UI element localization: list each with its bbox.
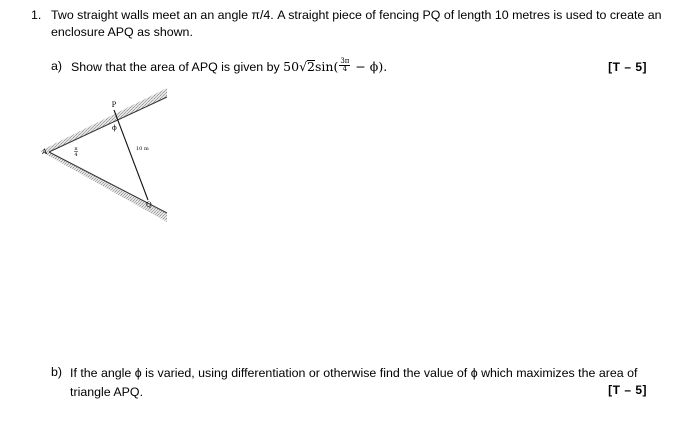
part-a-statement — [71, 59, 387, 75]
sqrt-argument: 2 — [307, 59, 315, 74]
fraction-denominator: 4 — [342, 65, 348, 73]
lower-wall — [40, 151, 167, 222]
formula-function: sin( — [314, 59, 339, 74]
label-q: Q — [146, 201, 152, 209]
label-phi: ϕ — [112, 124, 117, 132]
fence-pq — [114, 110, 148, 200]
question-text-line-1: Two straight walls meet an an angle π/4. A straight piece of fencing PQ of length 10 metres is used to create an — [51, 8, 662, 22]
label-p: P — [111, 101, 117, 109]
area-formula — [283, 59, 387, 75]
label-angle-numerator: π — [74, 146, 78, 152]
fraction-numerator: 3π — [340, 57, 350, 65]
part-a-label: a) — [51, 59, 63, 73]
formula-fraction — [339, 58, 350, 73]
part-b-text-line-2: triangle APQ. — [70, 385, 144, 399]
enclosure-diagram — [40, 83, 175, 228]
part-a-text: Show that the area of APQ is given by — [71, 60, 280, 74]
question-number: 1. — [31, 8, 42, 22]
question-text-line-2: enclosure APQ as shown. — [51, 25, 193, 39]
formula-coefficient: 50 — [283, 59, 300, 74]
part-b-marks: [T – 5] — [608, 383, 647, 397]
upper-wall-edge — [49, 97, 167, 152]
part-b-text-line-1: If the angle ϕ is varied, using differentiation or otherwise find the value of ϕ which maximizes the area of — [70, 366, 638, 380]
part-a-marks: [T – 5] — [608, 60, 647, 74]
label-a: A — [42, 148, 48, 156]
label-angle-denominator: 4 — [74, 152, 78, 158]
upper-wall — [40, 88, 167, 152]
label-length: 10 m — [136, 146, 149, 152]
part-b-label: b) — [51, 365, 63, 379]
sqrt-symbol: √ — [299, 59, 308, 74]
formula-tail: − ϕ). — [351, 59, 388, 74]
